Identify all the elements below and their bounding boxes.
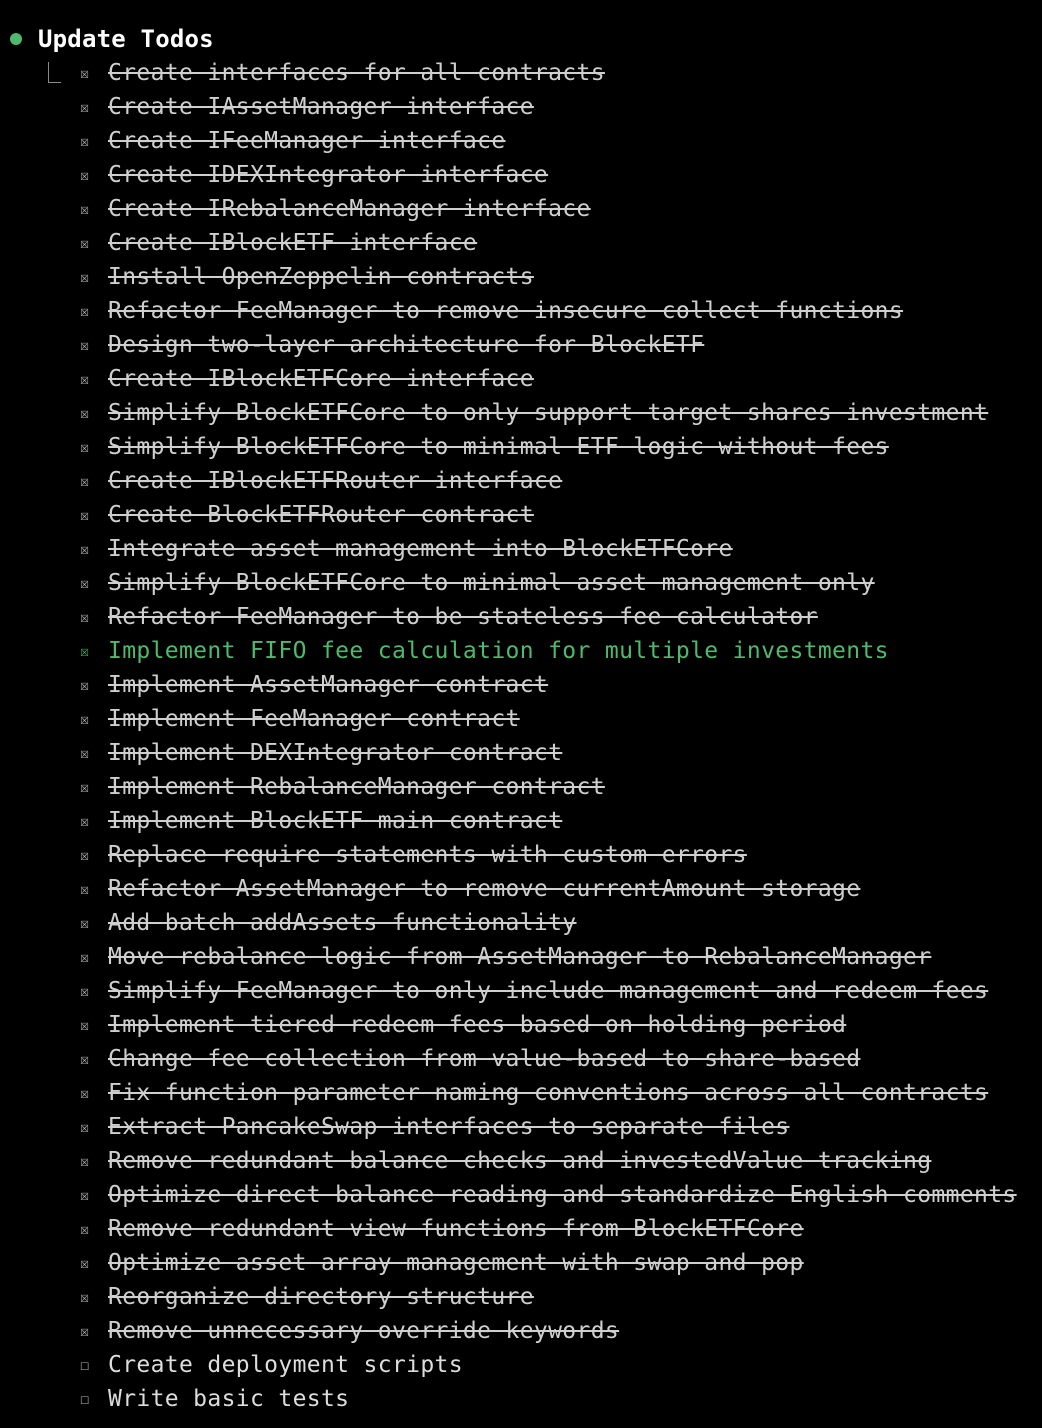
todo-text: Create IBlockETFCore interface: [108, 366, 534, 392]
todo-item: [80, 158, 1017, 192]
checked-box-icon: ☒: [80, 1220, 90, 1238]
checked-box-icon: ☒: [80, 1186, 90, 1204]
todo-text: Fix function parameter naming conventions across all contracts: [108, 1080, 989, 1106]
todo-text: Integrate asset management into BlockETFCore: [108, 536, 733, 562]
todo-item: [80, 668, 1017, 702]
todo-text: Implement RebalanceManager contract: [108, 774, 605, 800]
todo-item: [80, 1178, 1017, 1212]
todo-text: Remove redundant balance checks and investedValue tracking: [108, 1148, 932, 1174]
checked-box-icon: ☒: [80, 710, 90, 728]
todo-item: [80, 90, 1017, 124]
todo-text: Refactor FeeManager to be stateless fee calculator: [108, 604, 818, 630]
todo-text: Change fee collection from value-based to share-based: [108, 1046, 861, 1072]
todo-text: Simplify BlockETFCore to minimal asset management only: [108, 570, 875, 596]
checked-box-icon: ☒: [80, 268, 90, 286]
checked-box-icon: ☒: [80, 98, 90, 116]
checked-box-icon: ☒: [80, 914, 90, 932]
checked-box-icon: ☒: [80, 1288, 90, 1306]
todo-text: Create IRebalanceManager interface: [108, 196, 591, 222]
todo-item: [80, 192, 1017, 226]
todo-text: Create IBlockETF interface: [108, 230, 478, 256]
todo-item: [80, 804, 1017, 838]
todo-text: Create IFeeManager interface: [108, 128, 506, 154]
todo-text: Optimize direct balance reading and standardize English comments: [108, 1182, 1017, 1208]
todo-item: [80, 430, 1017, 464]
checked-box-icon: ☒: [80, 438, 90, 456]
checked-box-icon: ☒: [80, 846, 90, 864]
todo-text: Install OpenZeppelin contracts: [108, 264, 534, 290]
checked-box-icon: ☒: [80, 778, 90, 796]
todo-item: [80, 56, 1017, 90]
todo-item: [80, 1246, 1017, 1280]
todo-item: [80, 260, 1017, 294]
todo-item: [80, 736, 1017, 770]
todo-text: Implement tiered redeem fees based on holding period: [108, 1012, 847, 1038]
checked-box-icon: ☒: [80, 642, 90, 660]
todo-item: [80, 498, 1017, 532]
todo-text: Implement DEXIntegrator contract: [108, 740, 563, 766]
todo-text: Write basic tests: [108, 1386, 350, 1412]
todo-text: Remove redundant view functions from BlockETFCore: [108, 1216, 804, 1242]
todo-item: [80, 396, 1017, 430]
checked-box-icon: ☒: [80, 1016, 90, 1034]
checked-box-icon: ☒: [80, 234, 90, 252]
checked-box-icon: ☒: [80, 744, 90, 762]
todo-text: Implement FeeManager contract: [108, 706, 520, 732]
todo-text: Add batch addAssets functionality: [108, 910, 577, 936]
todo-text: Replace require statements with custom errors: [108, 842, 747, 868]
checked-box-icon: ☒: [80, 404, 90, 422]
todo-text: Simplify BlockETFCore to minimal ETF logic without fees: [108, 434, 889, 460]
todo-item: [80, 906, 1017, 940]
todo-item: [80, 1348, 1017, 1382]
todo-item: [80, 1110, 1017, 1144]
todo-text: Design two-layer architecture for BlockETF: [108, 332, 705, 358]
todo-text: Refactor FeeManager to remove insecure collect functions: [108, 298, 904, 324]
todo-item: [80, 600, 1017, 634]
todo-item: [80, 974, 1017, 1008]
todo-item: [80, 1212, 1017, 1246]
todo-text: Remove unnecessary override keywords: [108, 1318, 620, 1344]
checked-box-icon: ☒: [80, 166, 90, 184]
status-dot-icon: [10, 33, 22, 45]
todo-text: Extract PancakeSwap interfaces to separate files: [108, 1114, 790, 1140]
checked-box-icon: ☒: [80, 574, 90, 592]
todo-item: [80, 1144, 1017, 1178]
checked-box-icon: ☒: [80, 64, 90, 82]
checked-box-icon: ☒: [80, 1118, 90, 1136]
todo-item: [80, 532, 1017, 566]
todo-item: [80, 362, 1017, 396]
checked-box-icon: ☒: [80, 370, 90, 388]
todo-item: [80, 1008, 1017, 1042]
todo-text: Create IAssetManager interface: [108, 94, 534, 120]
todo-item: [80, 770, 1017, 804]
checked-box-icon: ☒: [80, 1050, 90, 1068]
checked-box-icon: ☒: [80, 608, 90, 626]
checked-box-icon: ☒: [80, 506, 90, 524]
todo-text: Implement BlockETF main contract: [108, 808, 563, 834]
todo-item: [80, 838, 1017, 872]
todo-item: [80, 328, 1017, 362]
unchecked-box-icon: ☐: [80, 1390, 90, 1408]
todo-item: [80, 226, 1017, 260]
checked-box-icon: ☒: [80, 948, 90, 966]
todo-text: Create IBlockETFRouter interface: [108, 468, 563, 494]
todo-text: Implement AssetManager contract: [108, 672, 549, 698]
todo-item: [80, 702, 1017, 736]
checked-box-icon: ☒: [80, 1152, 90, 1170]
todo-item: [80, 1280, 1017, 1314]
checked-box-icon: ☒: [80, 880, 90, 898]
todo-text: Refactor AssetManager to remove currentAmount storage: [108, 876, 861, 902]
todo-item: [80, 566, 1017, 600]
todo-text: Create interfaces for all contracts: [108, 60, 605, 86]
todo-text: Create BlockETFRouter contract: [108, 502, 534, 528]
checked-box-icon: ☒: [80, 1254, 90, 1272]
checked-box-icon: ☒: [80, 336, 90, 354]
todo-list: [80, 56, 1017, 1416]
todo-item: [80, 940, 1017, 974]
todo-item: [80, 1314, 1017, 1348]
tree-branch-icon: [48, 62, 61, 83]
checked-box-icon: ☒: [80, 982, 90, 1000]
todo-item: [80, 634, 1017, 668]
checked-box-icon: ☒: [80, 812, 90, 830]
todo-item: [80, 1042, 1017, 1076]
todo-text: Optimize asset array management with swap and pop: [108, 1250, 804, 1276]
todo-item: [80, 124, 1017, 158]
checked-box-icon: ☒: [80, 540, 90, 558]
checked-box-icon: ☒: [80, 1322, 90, 1340]
todo-item: [80, 464, 1017, 498]
checked-box-icon: ☒: [80, 1084, 90, 1102]
checked-box-icon: ☒: [80, 302, 90, 320]
todo-header: [10, 22, 214, 56]
todo-text: Simplify FeeManager to only include management and redeem fees: [108, 978, 989, 1004]
checked-box-icon: ☒: [80, 472, 90, 490]
todo-text: Move rebalance logic from AssetManager to RebalanceManager: [108, 944, 932, 970]
todo-text: Create deployment scripts: [108, 1352, 463, 1378]
todo-text: Implement FIFO fee calculation for multiple investments: [108, 638, 889, 664]
checked-box-icon: ☒: [80, 676, 90, 694]
todo-text: Reorganize directory structure: [108, 1284, 534, 1310]
todo-title: Update Todos: [38, 25, 214, 53]
todo-item: [80, 1076, 1017, 1110]
checked-box-icon: ☒: [80, 200, 90, 218]
checked-box-icon: ☒: [80, 132, 90, 150]
unchecked-box-icon: ☐: [80, 1356, 90, 1374]
todo-item: [80, 294, 1017, 328]
todo-text: Create IDEXIntegrator interface: [108, 162, 549, 188]
todo-item: [80, 1382, 1017, 1416]
todo-item: [80, 872, 1017, 906]
todo-text: Simplify BlockETFCore to only support target shares investment: [108, 400, 989, 426]
